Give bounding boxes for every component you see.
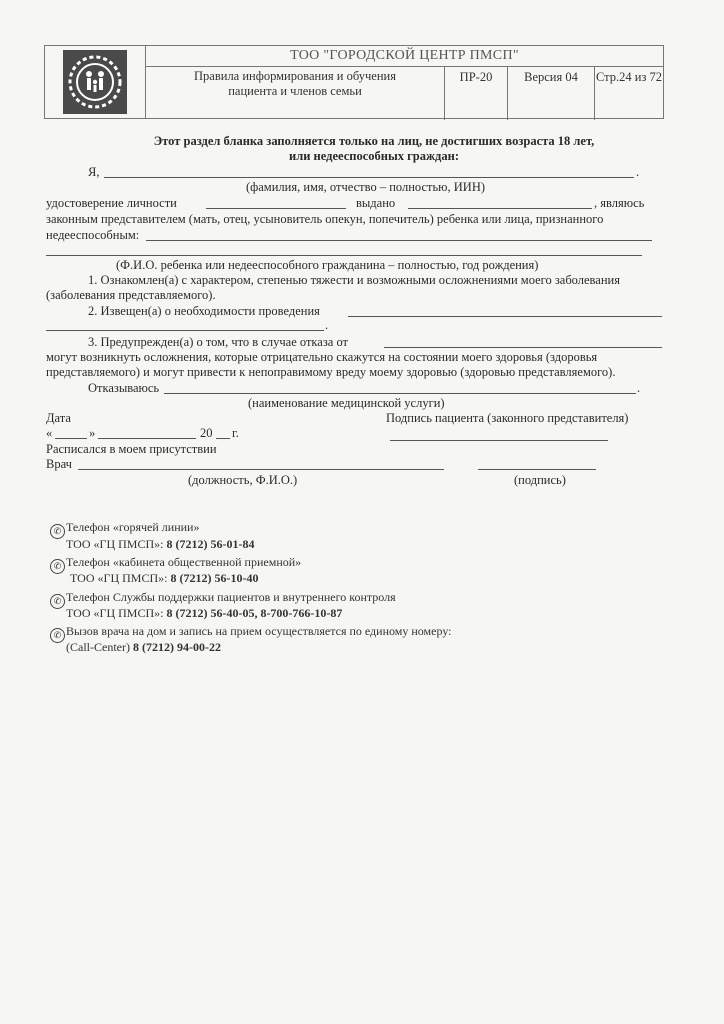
child-name-field-line-2[interactable]: [46, 255, 642, 256]
document-code: ПР-20: [445, 67, 508, 120]
form-heading-line-2: или недееспособных граждан:: [289, 149, 459, 163]
service-caption: (наименование медицинской услуги): [248, 396, 445, 410]
doctor-signature-field-line[interactable]: [478, 469, 596, 470]
doctor-field-line[interactable]: [78, 469, 444, 470]
being-label: , являюсь: [594, 196, 645, 210]
signature-caption: (подпись): [514, 473, 566, 487]
refusal-field-line[interactable]: [384, 347, 662, 348]
id-label: удостоверение личности: [46, 196, 177, 210]
ya-label: Я,: [88, 165, 100, 179]
refuse-label: Отказываюсь: [88, 381, 160, 395]
phone-icon: ✆: [50, 628, 65, 643]
form-heading-line-1: Этот раздел бланка заполняется только на лиц, не достигших возраста 18 лет,: [153, 134, 595, 148]
family-circle-logo-icon: [63, 50, 127, 114]
organization-name: ТОО "ГОРОДСКОЙ ЦЕНТР ПМСП": [146, 46, 663, 67]
contact-number: 8 (7212) 56-10-40: [170, 571, 259, 585]
paragraph-1-line-2: (заболевания представляемого).: [46, 288, 216, 302]
date-label: Дата: [46, 411, 71, 425]
date-month-field-line[interactable]: [98, 438, 196, 439]
issued-label: выдано: [356, 196, 396, 210]
procedure-field-line[interactable]: [348, 316, 662, 317]
page-number: Стр.24 из 72: [595, 70, 663, 84]
service-field-line[interactable]: [164, 393, 636, 394]
logo-cell: [45, 46, 146, 118]
contact-org: ТОО «ГЦ ПМСП»:: [66, 606, 167, 620]
contact-org: (Call-Center): [66, 640, 133, 654]
contact-label: Телефон «кабинета общественной приемной»: [66, 555, 302, 569]
paragraph-2-end: .: [325, 318, 329, 332]
contact-label: Вызов врача на дом и запись на прием осуществляется по единому номеру:: [66, 624, 452, 638]
document-title-cell: [146, 67, 445, 120]
phone-icon: ✆: [50, 594, 65, 609]
phone-icon: ✆: [50, 524, 65, 539]
date-year-field-line[interactable]: [216, 438, 230, 439]
patient-signature-field-line[interactable]: [390, 440, 608, 441]
patient-signature-label: Подпись пациента (законного представителя): [386, 411, 629, 425]
paragraph-3-line-1: 3. Предупрежден(а) о том, что в случае отказа от: [88, 335, 349, 349]
document-version: Версия 04: [508, 67, 595, 120]
paragraph-1-line-1: 1. Ознакомлен(а) с характером, степенью тяжести и возможными осложнениями моего заболевания: [88, 273, 620, 287]
paragraph-2: 2. Извещен(а) о необходимости проведения: [88, 304, 320, 318]
child-caption: (Ф.И.О. ребенка или недееспособного гражданина – полностью, год рождения): [116, 258, 539, 272]
date-day-field-line[interactable]: [55, 438, 87, 439]
contact-reception-number: [70, 571, 258, 586]
witness-label: Расписался в моем присутствии: [46, 442, 217, 456]
id-number-field-line[interactable]: [206, 208, 346, 209]
document-header-table: [44, 45, 664, 119]
contact-number: 8 (7212) 94-00-22: [132, 640, 221, 654]
contact-support-number: [66, 606, 342, 621]
procedure-field-line-2[interactable]: [46, 330, 324, 331]
representative-line: законным представителем (мать, отец, усыновитель опекун, попечитель) ребенка или лица, признанного: [46, 212, 604, 226]
contact-label: Телефон Службы поддержки пациентов и внутреннего контроля: [66, 590, 396, 604]
date-close-quote: »: [89, 426, 96, 440]
paragraph-3-line-2: могут возникнуть осложнения, которые отрицательно скажутся на состоянии моего здоровья (здоровья: [46, 350, 598, 364]
issued-by-field-line[interactable]: [408, 208, 592, 209]
document-title-line-2: пациента и членов семьи: [228, 84, 362, 98]
child-name-field-line[interactable]: [146, 240, 652, 241]
contact-call-center-number: [66, 640, 221, 655]
fio-line-end: .: [636, 165, 640, 179]
paragraph-3-line-3: представляемого) и могут привести к непоправимому вреду моему здоровью (здоровью представляемого).: [46, 365, 616, 379]
doctor-label: Врач: [46, 457, 72, 471]
contact-org: ТОО «ГЦ ПМСП»:: [70, 571, 171, 585]
date-open-quote: «: [46, 426, 53, 440]
document-title-line-1: Правила информирования и обучения: [194, 69, 396, 83]
contact-label: Телефон «горячей линии»: [66, 520, 200, 534]
contact-number: 8 (7212) 56-01-84: [166, 537, 255, 551]
doctor-caption: (должность, Ф.И.О.): [188, 473, 298, 487]
contact-hotline-number: [66, 537, 254, 552]
refuse-line-end: .: [637, 381, 641, 395]
fio-caption: (фамилия, имя, отчество – полностью, ИИН): [246, 180, 486, 194]
date-year-suffix: г.: [232, 426, 239, 440]
fio-field-line[interactable]: [104, 177, 634, 178]
phone-icon: ✆: [50, 559, 65, 574]
date-year-prefix: 20: [200, 426, 213, 440]
contact-org: ТОО «ГЦ ПМСП»:: [66, 537, 167, 551]
contact-number: 8 (7212) 56-40-05, 8-700-766-10-87: [166, 606, 343, 620]
incapable-label: недееспособным:: [46, 228, 140, 242]
